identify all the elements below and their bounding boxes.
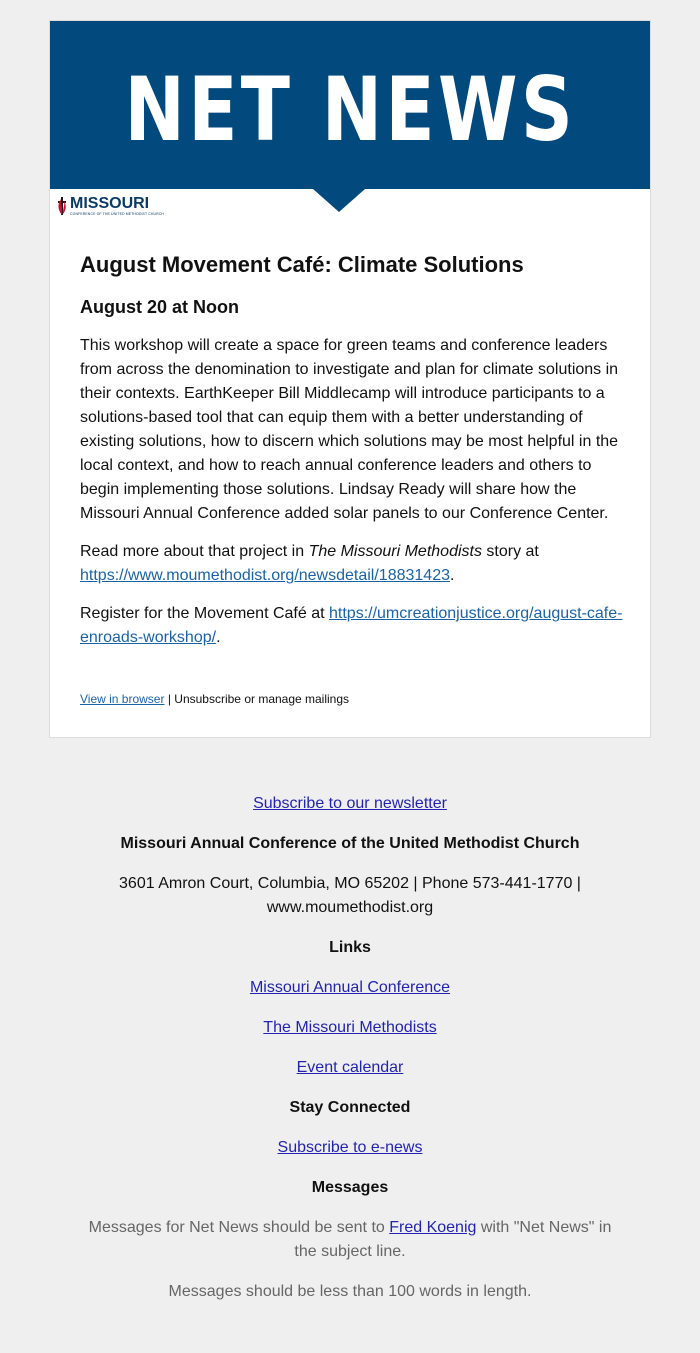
article-date: August 20 at Noon [80, 297, 240, 317]
period: . [450, 567, 455, 584]
messages-instructions [80, 1216, 620, 1264]
article-content [80, 251, 625, 650]
links-heading: Links [329, 939, 371, 956]
period: . [216, 629, 221, 646]
register-paragraph [80, 602, 625, 650]
banner-pointer [313, 189, 365, 212]
missouri-annual-conference-link[interactable]: Missouri Annual Conference [249, 979, 451, 996]
article-body: This workshop will create a space for green teams and conference leaders from across the denomination to investigate and plan for climate solutions in their contexts. EarthKeeper Bill Middlecamp will introduce participants to a solutions-based tool that can equip them with a better understanding of existing solutions, how to discern which solutions may be most helpful in the local context, and how to reach annual conference leaders and others to begin implementing those solutions. Lindsay Ready will share how the Missouri Annual Conference added solar panels to our Conference Center. [80, 337, 619, 522]
missouri-methodists-link[interactable]: The Missouri Methodists [263, 1019, 437, 1036]
fred-koenig-link[interactable]: Fred Koenig [389, 1219, 477, 1236]
messages-length-note: Messages should be less than 100 words in length. [168, 1283, 532, 1300]
separator: | [164, 692, 175, 706]
net-news-banner [50, 21, 650, 189]
organization-name: Missouri Annual Conference of the United Methodist Church [120, 835, 580, 852]
stay-connected-heading: Stay Connected [289, 1099, 411, 1116]
story-link[interactable]: https://www.moumethodist.org/newsdetail/18831423 [80, 567, 450, 584]
view-in-browser-link[interactable]: View in browser [80, 692, 165, 706]
logo-tagline: CONFERENCE OF THE UNITED METHODIST CHURCH [70, 211, 165, 216]
messages-text-end: with "Net News" in the subject line. [294, 1219, 612, 1260]
organization-address: 3601 Amron Court, Columbia, MO 65202 | Phone 573-441-1770 | www.moumethodist.org [119, 875, 581, 916]
logo-wordmark: MISSOURI [70, 194, 150, 212]
register-text: Register for the Movement Café at [80, 605, 329, 622]
subscribe-enews-link[interactable]: Subscribe to e-news [277, 1139, 423, 1156]
register-link[interactable]: https://umcreationjustice.org/august-cafe-enroads-workshop/ [80, 605, 623, 646]
messages-heading: Messages [311, 1179, 389, 1196]
email-footer [0, 792, 700, 1320]
messages-text: Messages for Net News should be sent to [88, 1219, 390, 1236]
cross-flame-icon [56, 195, 68, 217]
read-more-text-mid: story at [481, 543, 539, 560]
subscribe-newsletter-link[interactable]: Subscribe to our newsletter [253, 795, 447, 812]
event-calendar-link[interactable]: Event calendar [296, 1059, 404, 1076]
unsubscribe-link[interactable]: Unsubscribe or manage mailings [174, 692, 350, 706]
article-title: August Movement Café: Climate Solutions [80, 252, 524, 277]
missouri-conference-logo [56, 195, 164, 217]
publication-name: The Missouri Methodists [308, 543, 482, 560]
banner-title: NET NEWS [124, 57, 576, 161]
read-more-paragraph [80, 540, 625, 588]
read-more-text: Read more about that project in [80, 543, 309, 560]
newsletter-card [49, 20, 651, 738]
card-footer [80, 691, 349, 707]
